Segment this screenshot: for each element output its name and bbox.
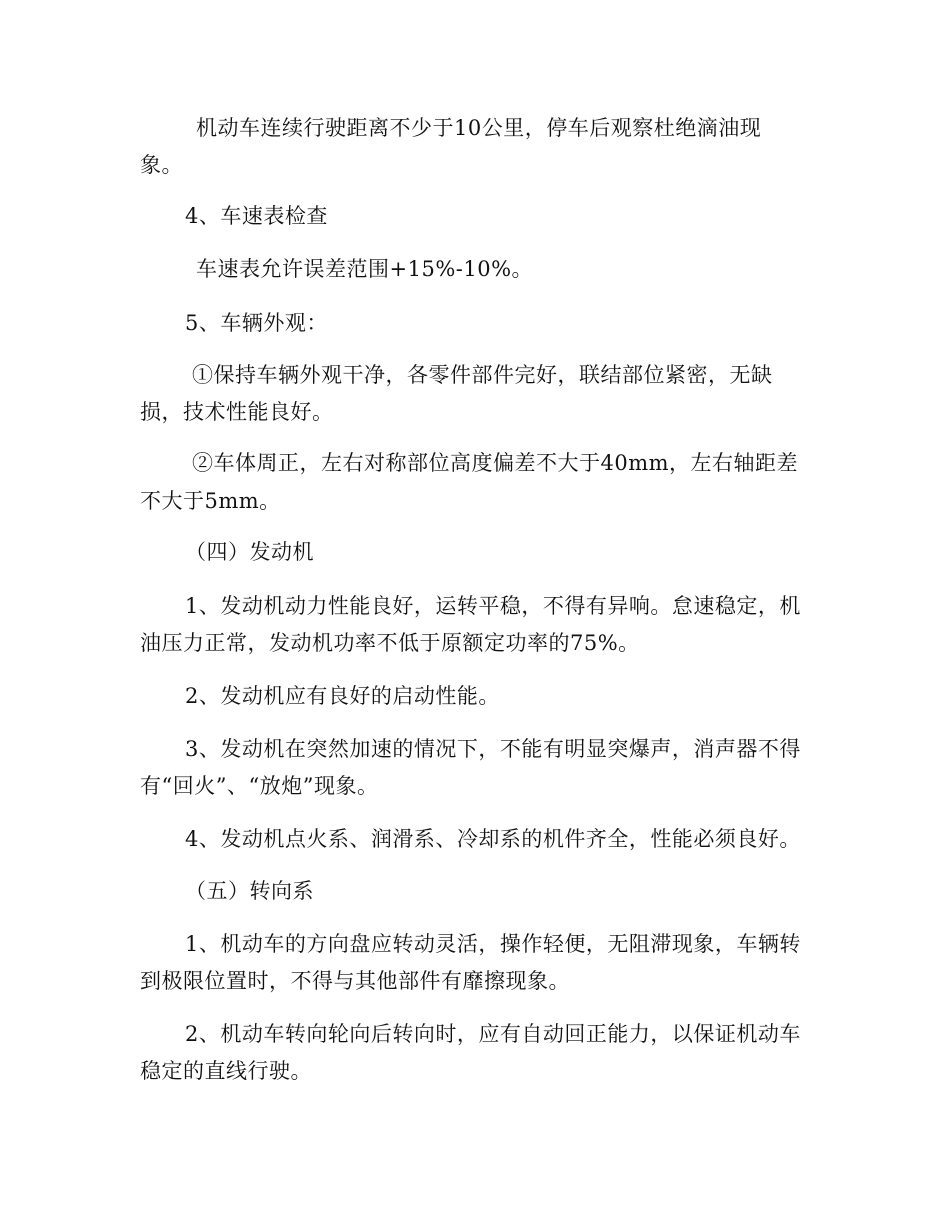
text-line: ①保持车辆外观干净，各零件部件完好，联结部位紧密，无缺 — [192, 363, 773, 387]
text-line: 油压力正常，发动机功率不低于原额定功率的75%。 — [140, 631, 640, 655]
text-line: ②车体周正，左右对称部位高度偏差不大于40mm，左右轴距差 — [192, 451, 799, 475]
text-line: 4、发动机点火系、润滑系、冷却系的机件齐全，性能必须良好。 — [185, 827, 801, 851]
text-line: 稳定的直线行驶。 — [140, 1059, 312, 1083]
text-line: 有“回火”、“放炮”现象。 — [140, 774, 379, 798]
text-line: 1、机动车的方向盘应转动灵活，操作轻便，无阻滞现象，车辆转 — [185, 932, 801, 956]
text-line: 象。 — [140, 153, 183, 177]
text-line: 不大于5mm。 — [140, 489, 281, 513]
text-line: 5、车辆外观： — [185, 311, 328, 335]
text-line: 车速表允许误差范围+15%-10%。 — [196, 257, 534, 281]
section-heading: （四）发动机 — [185, 540, 314, 564]
text-line: 2、发动机应有良好的启动性能。 — [185, 684, 500, 708]
text-line: 损，技术性能良好。 — [140, 400, 334, 424]
section-heading: （五）转向系 — [185, 879, 314, 903]
text-line: 2、机动车转向轮向后转向时，应有自动回正能力，以保证机动车 — [185, 1022, 801, 1046]
text-line: 机动车连续行驶距离不少于10公里，停车后观察杜绝滴油现 — [196, 116, 762, 140]
text-line: 1、发动机动力性能良好，运转平稳，不得有异响。怠速稳定，机 — [185, 594, 801, 618]
text-line: 4、车速表检查 — [185, 204, 328, 228]
text-line: 到极限位置时，不得与其他部件有靡擦现象。 — [140, 969, 570, 993]
text-line: 3、发动机在突然加速的情况下，不能有明显突爆声，消声器不得 — [185, 737, 801, 761]
